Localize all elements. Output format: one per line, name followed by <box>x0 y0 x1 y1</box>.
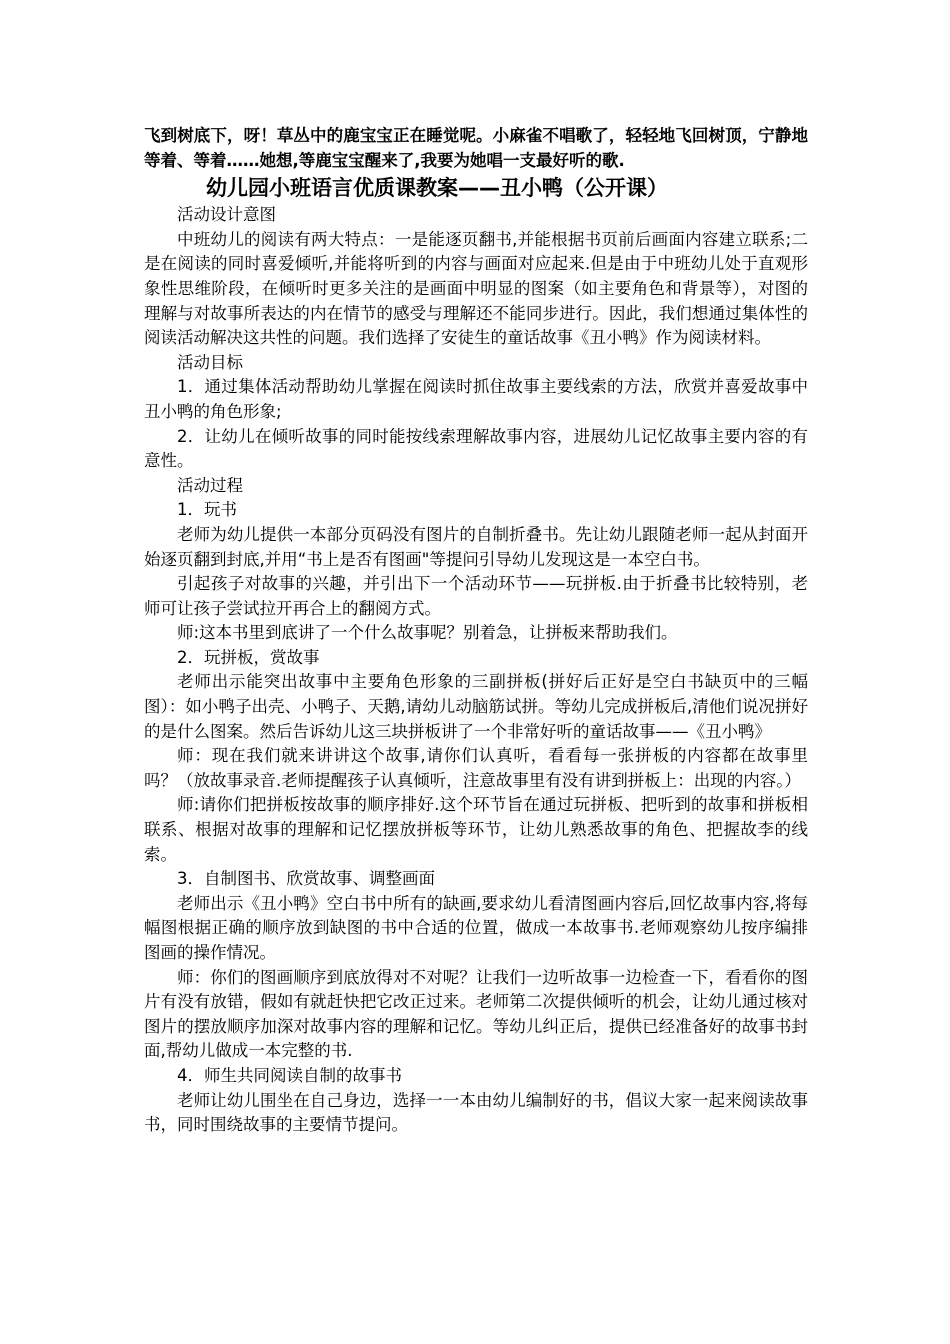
step-2-heading: 2．玩拼板，赏故事 <box>177 647 320 667</box>
goal-1: 1．通过集体活动帮助幼儿掌握在阅读时抓住故事主要线索的方法，欣赏并喜爱故事中丑小鸭的角色形象; <box>144 377 808 421</box>
step-1-paragraph-3: 师:这本书里到底讲了一个什么故事呢？别着急，让拼板来帮助我们。 <box>177 623 678 643</box>
process-heading: 活动过程 <box>177 475 243 495</box>
step-2-paragraph-2: 师：现在我们就来讲讲这个故事,请你们认真听，看看每一张拼板的内容都在故事里吗？（放故事录音.老师提醒孩子认真倾听，注意故事里有没有讲到拼板上：出现的内容。） <box>144 746 808 790</box>
step-3-paragraph-2: 师：你们的图画顺序到底放得对不对呢？让我们一边听故事一边检查一下，看看你的图片有没有放错，假如有就赶快把它改正过来。老师第二次提供倾听的机会，让幼儿通过核对图片的摆放顺序加深对故事内容的理解和记忆。等幼儿纠正后，提供已经准备好的故事书封面,帮幼儿做成一本完整的书. <box>144 967 808 1061</box>
step-3-paragraph-1: 老师出示《丑小鸭》空白书中所有的缺画,要求幼儿看清图画内容后,回忆故事内容,将每幅图根据正确的顺序放到缺图的书中合适的位置，做成一本故事书.老师观察幼儿按序编排图画的操作情况。 <box>144 893 808 962</box>
step-4-heading: 4．师生共同阅读自制的故事书 <box>177 1065 402 1085</box>
step-2-paragraph-3: 师:请你们把拼板按故事的顺序排好.这个环节旨在通过玩拼板、把听到的故事和拼板相联系、根据对故事的理解和记忆摆放拼板等环节，让幼儿熟悉故事的角色、把握故李的线索。 <box>144 795 808 864</box>
goal-2: 2．让幼儿在倾听故事的同时能按线索理解故事内容，进展幼儿记忆故事主要内容的有意性。 <box>144 426 808 471</box>
intro-paragraph: 飞到树底下，呀！草丛中的鹿宝宝正在睡觉呢。小麻雀不唱歌了，轻轻地飞回树顶，宁静地等着、等着……她想,等鹿宝宝醒来了,我要为她唱一支最好听的歌. <box>144 126 808 170</box>
step-1-heading: 1．玩书 <box>177 500 237 520</box>
step-1-paragraph-2: 引起孩子对故事的兴趣，并引出下一个活动环节——玩拼板.由于折叠书比较特别，老师可让孩子尝试拉开再合上的翻阅方式。 <box>144 574 808 618</box>
goals-heading: 活动目标 <box>177 352 243 372</box>
step-4-paragraph-1: 老师让幼儿围坐在自己身边，选择一一本由幼儿编制好的书，倡议大家一起来阅读故事书，同时围绕故事的主要情节提问。 <box>144 1090 808 1135</box>
step-3-heading: 3．自制图书、欣赏故事、调整画面 <box>177 869 435 889</box>
document-page <box>144 124 808 1138</box>
design-heading: 活动设计意图 <box>177 205 276 225</box>
document-title: 幼儿园小班语言优质课教案——丑小鸭（公开课） <box>206 176 668 201</box>
step-1-paragraph-1: 老师为幼儿提供一本部分页码没有图片的自制折叠书。先让幼儿跟随老师一起从封面开始逐页翻到封底,并用“书上是否有图画"等提问引导幼儿发现这是一本空白书。 <box>144 524 808 569</box>
design-paragraph: 中班幼儿的阅读有两大特点：一是能逐页翻书,并能根据书页前后画面内容建立联系;二是在阅读的同时喜爱倾听,并能将听到的内容与画面对应起来.但是由于中班幼儿处于直观形象性思维阶段，在倾听时更多关注的是画面中明显的图案（如主要角色和背景等），对图的理解与对故事所表达的内在情节的感受与理解还不能同步进行。因此，我们想通过集体性的阅读活动解决这共性的问题。我们选择了安徒生的童话故事《丑小鸭》作为阅读材料。 <box>144 229 808 348</box>
step-2-paragraph-1: 老师出示能突出故事中主要角色形象的三副拼板(拼好后正好是空白书缺页中的三幅图）：如小鸭子出壳、小鸭子、天鹅,请幼儿动脑筋试拼。等幼儿完成拼板后,清他们说况拼好的是什么图案。然后告诉幼儿这三块拼板讲了一个非常好听的童话故事——《丑小鸭》 <box>144 672 808 741</box>
